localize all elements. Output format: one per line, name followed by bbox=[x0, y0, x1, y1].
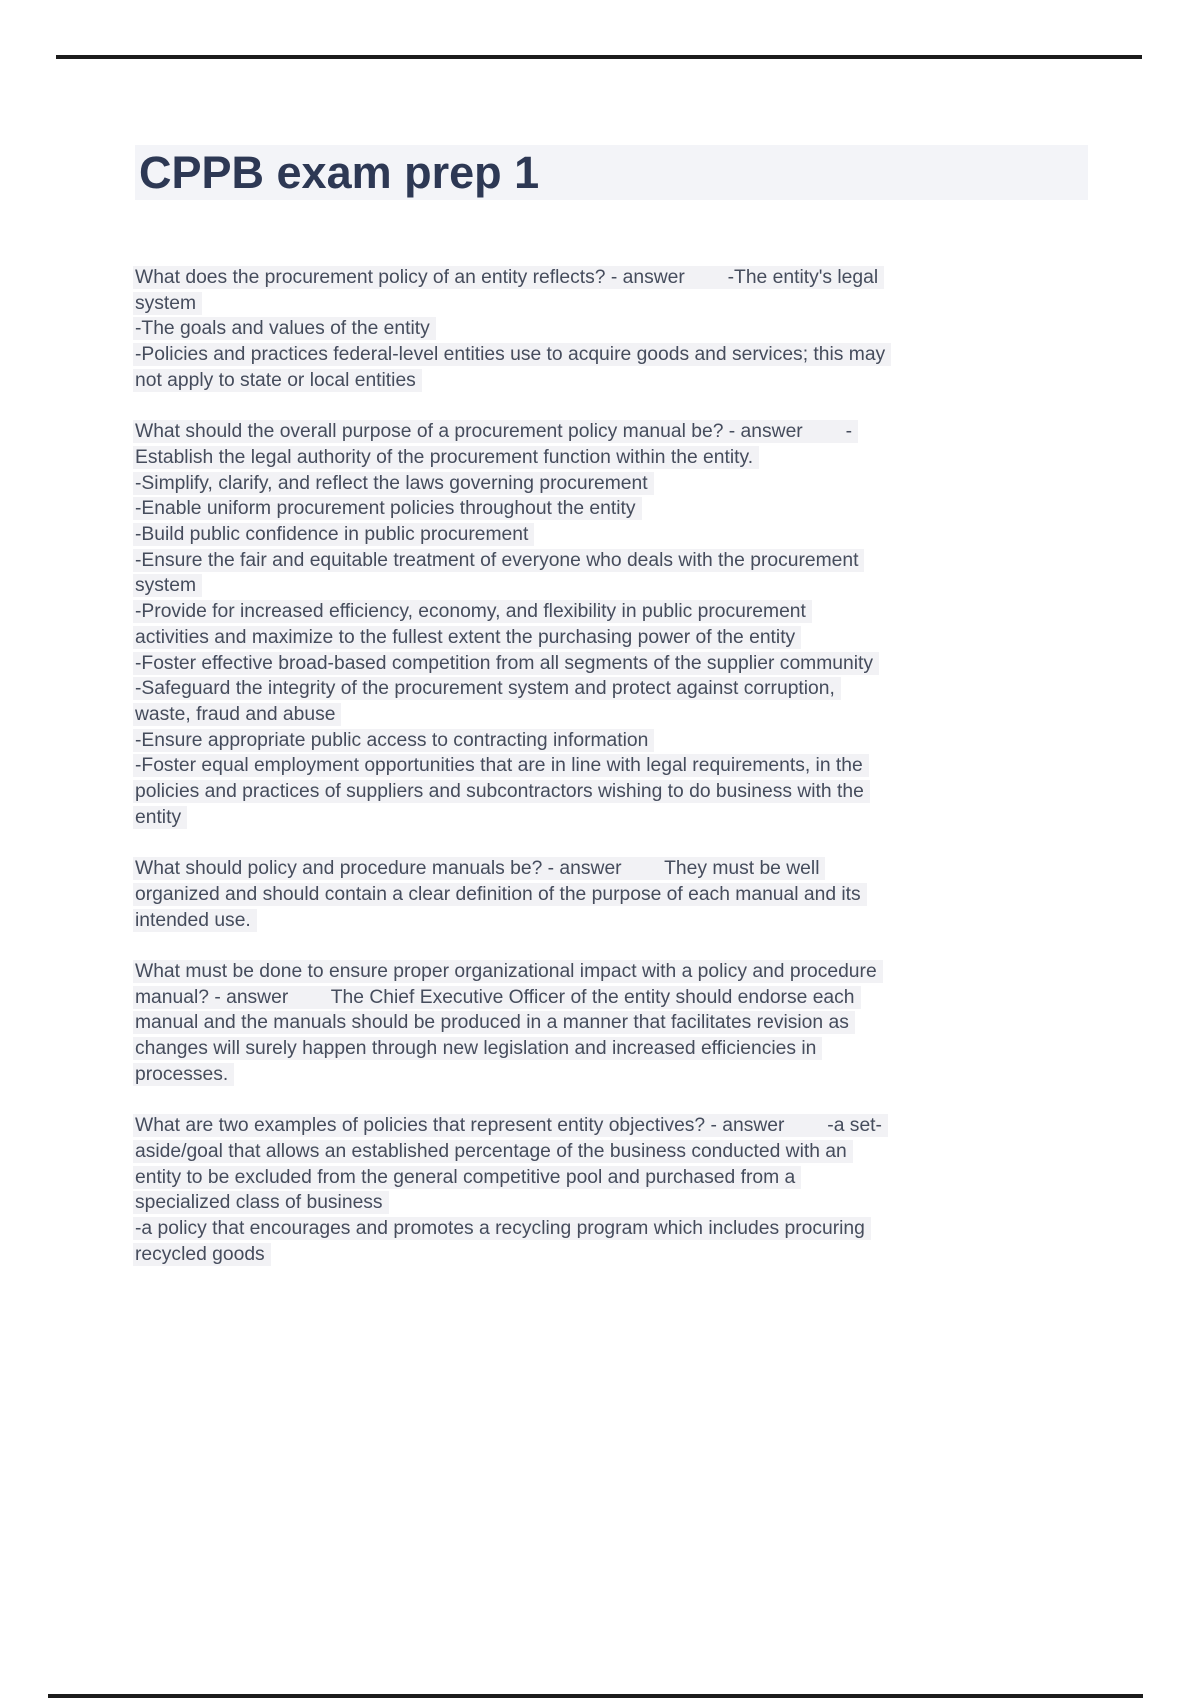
text-line bbox=[135, 265, 1065, 291]
text-line bbox=[135, 1139, 1065, 1165]
highlighted-text: -Foster effective broad-based competition from all segments of the supplier community bbox=[133, 652, 879, 675]
highlighted-text: system bbox=[133, 574, 202, 597]
highlighted-text: manual and the manuals should be produced in a manner that facilitates revision as bbox=[133, 1011, 855, 1034]
text-line bbox=[135, 368, 1065, 394]
text-line bbox=[135, 496, 1065, 522]
text-line bbox=[135, 471, 1065, 497]
text-line bbox=[135, 419, 1065, 445]
text-line bbox=[135, 779, 1065, 805]
text-line bbox=[135, 856, 1065, 882]
text-line bbox=[135, 753, 1065, 779]
highlighted-text: organized and should contain a clear definition of the purpose of each manual and its bbox=[133, 883, 867, 906]
qa-paragraph bbox=[135, 856, 1065, 933]
highlighted-text: manual? - answer The Chief Executive Officer of the entity should endorse each bbox=[133, 986, 861, 1009]
text-line bbox=[135, 702, 1065, 728]
text-line bbox=[135, 1242, 1065, 1268]
highlighted-text: -Foster equal employment opportunities that are in line with legal requirements, in the bbox=[133, 754, 869, 777]
text-line bbox=[135, 548, 1065, 574]
highlighted-text: -a policy that encourages and promotes a recycling program which includes procuring bbox=[133, 1217, 871, 1240]
text-line bbox=[135, 959, 1065, 985]
highlighted-text: -Ensure the fair and equitable treatment of everyone who deals with the procurement bbox=[133, 549, 864, 572]
document-body bbox=[135, 265, 1065, 1267]
text-line bbox=[135, 1036, 1065, 1062]
text-line bbox=[135, 625, 1065, 651]
highlighted-text: entity to be excluded from the general competitive pool and purchased from a bbox=[133, 1166, 801, 1189]
text-line bbox=[135, 1216, 1065, 1242]
highlighted-text: What does the procurement policy of an entity reflects? - answer -The entity's legal bbox=[133, 266, 884, 289]
highlighted-text: -The goals and values of the entity bbox=[133, 317, 436, 340]
qa-paragraph bbox=[135, 419, 1065, 830]
text-line bbox=[135, 599, 1065, 625]
text-line bbox=[135, 445, 1065, 471]
highlighted-text: -Policies and practices federal-level entities use to acquire goods and services; this may bbox=[133, 343, 891, 366]
text-line bbox=[135, 728, 1065, 754]
highlighted-text: activities and maximize to the fullest extent the purchasing power of the entity bbox=[133, 626, 801, 649]
text-line bbox=[135, 805, 1065, 831]
text-line bbox=[135, 1010, 1065, 1036]
highlighted-text: -Ensure appropriate public access to contracting information bbox=[133, 729, 654, 752]
text-line bbox=[135, 908, 1065, 934]
highlighted-text: changes will surely happen through new legislation and increased efficiencies in bbox=[133, 1037, 822, 1060]
highlighted-text: -Build public confidence in public procurement bbox=[133, 523, 534, 546]
text-line bbox=[135, 882, 1065, 908]
qa-paragraph bbox=[135, 959, 1065, 1088]
highlighted-text: specialized class of business bbox=[133, 1191, 389, 1214]
text-line bbox=[135, 1062, 1065, 1088]
highlighted-text: not apply to state or local entities bbox=[133, 369, 422, 392]
highlighted-text: intended use. bbox=[133, 909, 257, 932]
text-line bbox=[135, 1113, 1065, 1139]
qa-paragraph bbox=[135, 1113, 1065, 1267]
text-line bbox=[135, 573, 1065, 599]
highlighted-text: -Simplify, clarify, and reflect the laws governing procurement bbox=[133, 472, 654, 495]
qa-paragraph bbox=[135, 265, 1065, 394]
highlighted-text: waste, fraud and abuse bbox=[133, 703, 341, 726]
highlighted-text: What must be done to ensure proper organizational impact with a policy and procedure bbox=[133, 960, 883, 983]
text-line bbox=[135, 342, 1065, 368]
text-line bbox=[135, 651, 1065, 677]
highlighted-text: What are two examples of policies that represent entity objectives? - answer -a set- bbox=[133, 1114, 888, 1137]
highlighted-text: policies and practices of suppliers and subcontractors wishing to do business with the bbox=[133, 780, 870, 803]
page-title: CPPB exam prep 1 bbox=[135, 145, 1088, 200]
text-line bbox=[135, 985, 1065, 1011]
text-line bbox=[135, 676, 1065, 702]
highlighted-text: processes. bbox=[133, 1063, 234, 1086]
highlighted-text: What should the overall purpose of a procurement policy manual be? - answer - bbox=[133, 420, 858, 443]
highlighted-text: recycled goods bbox=[133, 1243, 271, 1266]
highlighted-text: What should policy and procedure manuals be? - answer They must be well bbox=[133, 857, 825, 880]
highlighted-text: -Safeguard the integrity of the procurement system and protect against corruption, bbox=[133, 677, 841, 700]
top-rule bbox=[56, 55, 1142, 59]
text-line bbox=[135, 1165, 1065, 1191]
text-line bbox=[135, 291, 1065, 317]
text-line bbox=[135, 316, 1065, 342]
highlighted-text: aside/goal that allows an established percentage of the business conducted with an bbox=[133, 1140, 853, 1163]
highlighted-text: entity bbox=[133, 806, 187, 829]
highlighted-text: system bbox=[133, 292, 202, 315]
highlighted-text: -Provide for increased efficiency, economy, and flexibility in public procurement bbox=[133, 600, 812, 623]
text-line bbox=[135, 522, 1065, 548]
bottom-rule bbox=[48, 1694, 1143, 1698]
highlighted-text: Establish the legal authority of the procurement function within the entity. bbox=[133, 446, 759, 469]
highlighted-text: -Enable uniform procurement policies throughout the entity bbox=[133, 497, 642, 520]
text-line bbox=[135, 1190, 1065, 1216]
